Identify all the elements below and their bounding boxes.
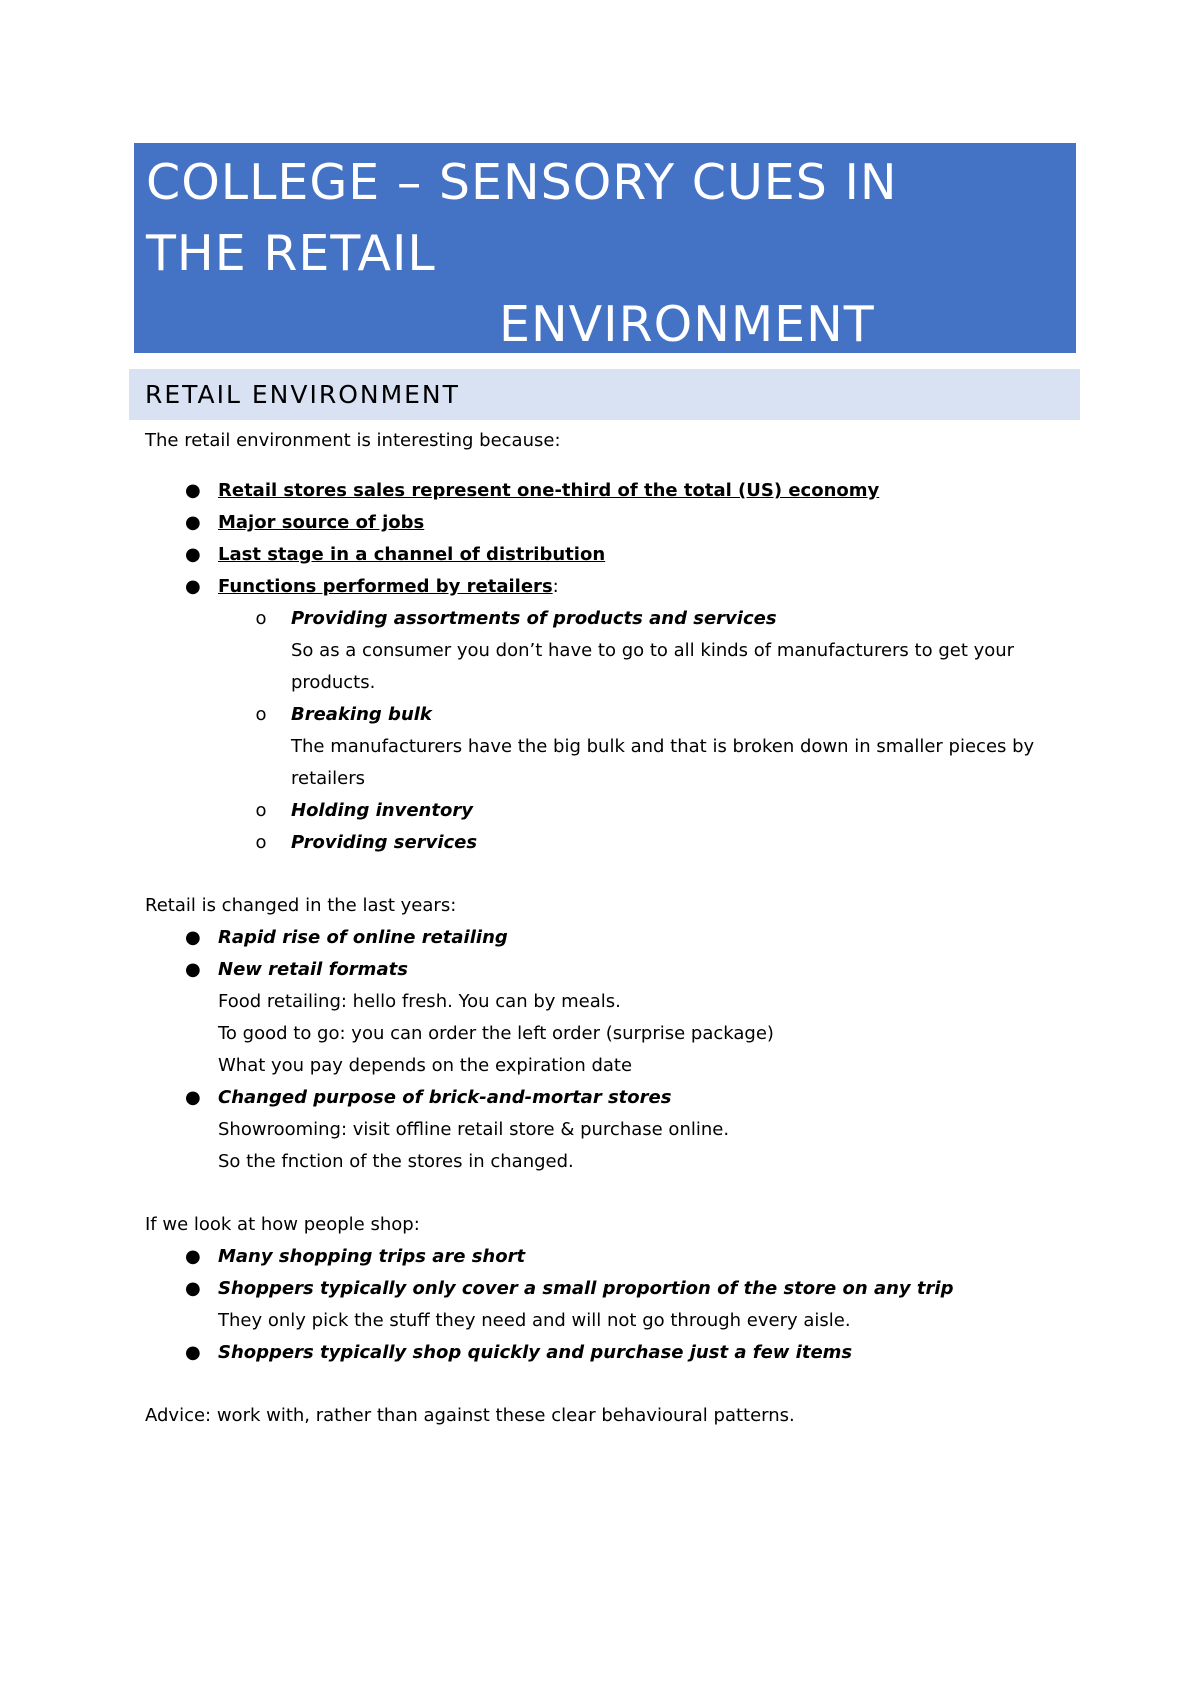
document-title xyxy=(134,143,1076,353)
circle-o-bullet-icon: o xyxy=(255,704,267,725)
title-line-3: ENVIRONMENT xyxy=(499,296,875,353)
list-item: ● Shoppers typically only cover a small proportion of the store on any trip They only pick the stuff they need and will not go through every aisle. xyxy=(145,1273,1075,1337)
changes-intro: Retail is changed in the last years: xyxy=(145,895,457,916)
disc-bullet-icon: ● xyxy=(185,1278,201,1299)
list-item: o Breaking bulk The manufacturers have the big bulk and that is broken down in smaller pieces by retailers xyxy=(145,699,1075,795)
section-heading: RETAIL ENVIRONMENT xyxy=(129,369,1080,420)
changes-list xyxy=(145,922,1075,1178)
title-line-1: COLLEGE – SENSORY CUES IN xyxy=(146,154,898,211)
list-item: ● New retail formats Food retailing: hello fresh. You can by meals. To good to go: you can order the left order (surprise package) What you pay depends on the expiration date xyxy=(145,954,1075,1082)
list-item: ● Major source of jobs xyxy=(145,507,1075,539)
disc-bullet-icon: ● xyxy=(185,1087,201,1108)
circle-o-bullet-icon: o xyxy=(255,608,267,629)
list-item: ● Functions performed by retailers: xyxy=(145,571,1075,603)
disc-bullet-icon: ● xyxy=(185,576,201,597)
disc-bullet-icon: ● xyxy=(185,1246,201,1267)
list-item: ● Last stage in a channel of distribution xyxy=(145,539,1075,571)
disc-bullet-icon: ● xyxy=(185,512,201,533)
list-item: ● Shoppers typically shop quickly and purchase just a few items xyxy=(145,1337,1075,1369)
disc-bullet-icon: ● xyxy=(185,480,201,501)
list-item: ● Many shopping trips are short xyxy=(145,1241,1075,1273)
disc-bullet-icon: ● xyxy=(185,927,201,948)
disc-bullet-icon: ● xyxy=(185,1342,201,1363)
list-item: o Holding inventory xyxy=(145,795,1075,827)
list-item: o Providing services xyxy=(145,827,1075,859)
circle-o-bullet-icon: o xyxy=(255,832,267,853)
list-item: ● Changed purpose of brick-and-mortar stores Showrooming: visit offline retail store & purchase online. So the fnction of the stores in changed. xyxy=(145,1082,1075,1178)
reasons-list xyxy=(145,475,1075,859)
list-item: ● Rapid rise of online retailing xyxy=(145,922,1075,954)
title-line-2: THE RETAIL xyxy=(146,225,436,282)
advice-text: Advice: work with, rather than against these clear behavioural patterns. xyxy=(145,1405,795,1426)
list-item: ● Retail stores sales represent one-third of the total (US) economy xyxy=(145,475,1075,507)
intro-text: The retail environment is interesting because: xyxy=(145,430,561,451)
list-item: o Providing assortments of products and services So as a consumer you don’t have to go to all kinds of manufacturers to get your products. xyxy=(145,603,1075,699)
disc-bullet-icon: ● xyxy=(185,544,201,565)
document-body xyxy=(145,425,1075,1432)
disc-bullet-icon: ● xyxy=(185,959,201,980)
shop-intro: If we look at how people shop: xyxy=(145,1214,420,1235)
circle-o-bullet-icon: o xyxy=(255,800,267,821)
shop-list xyxy=(145,1241,1075,1369)
